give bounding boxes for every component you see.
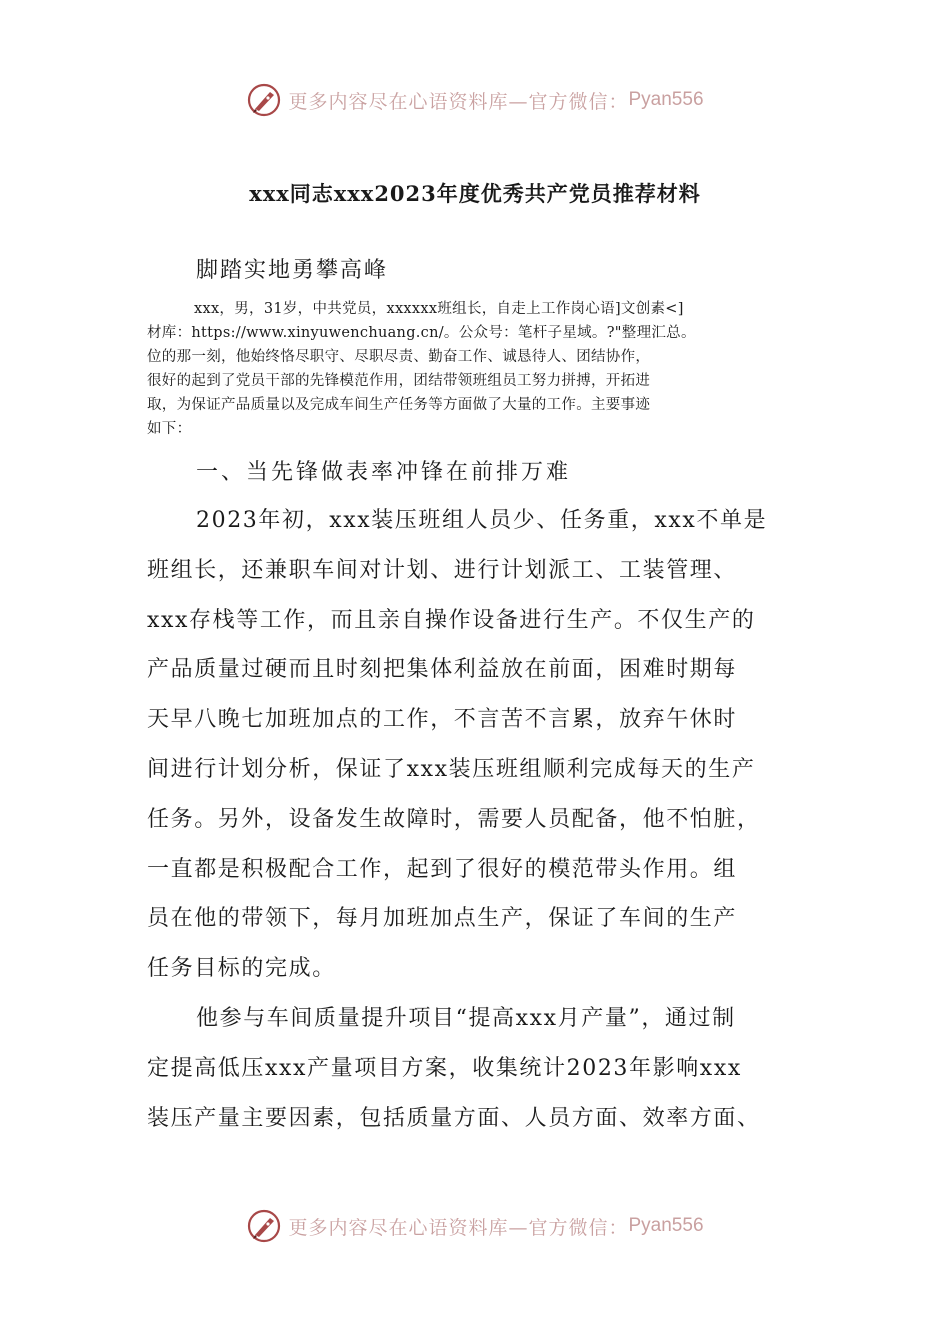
body-line: 2023年初，xxx装压班组人员少、任务重，xxx不单是 [196,508,768,533]
intro-line: 很好的起到了党员干部的先锋模范作用，团结带领班组员工努力拼搏，开拓进 [147,373,651,389]
intro-line: xxx，男，31岁，中共党员，xxxxxx班组长，自走上工作岗心语]文创素<] [194,301,684,317]
intro-line: 取，为保证产品质量以及完成车间生产任务等方面做了大量的工作。主要事迹 [147,397,651,413]
body-line: 定提高低压xxx产量项目方案，收集统计2023年影响xxx [147,1055,742,1081]
watermark-contact: Pyan556 [628,89,704,110]
watermark-text: 更多内容尽在心语资料库—官方微信： [288,90,629,113]
watermark-text: 更多内容尽在心语资料库—官方微信： [288,1216,629,1239]
body-line: 任务目标的完成。 [147,956,336,982]
section-heading: 一、当先锋做表率冲锋在前排万难 [196,460,572,485]
watermark-banner-bottom [0,1208,950,1244]
body-line: 装压产量主要因素，包括质量方面、人员方面、效率方面、 [147,1105,761,1131]
body-line: 任务。另外，设备发生故障时，需要人员配备，他不怕脏， [147,806,761,832]
body-line: 他参与车间质量提升项目“提高xxx月产量”，通过制 [196,1005,736,1031]
watermark-contact: Pyan556 [628,1215,704,1236]
body-line: 一直都是积极配合工作，起到了很好的模范带头作用。组 [147,856,738,882]
intro-paragraph [147,297,812,441]
pen-logo-icon [246,82,282,118]
body-line: 班组长，还兼职车间对计划、进行计划派工、工装管理、 [147,557,738,583]
intro-line: 位的那一刻，他始终恪尽职守、尽职尽责、勤奋工作、诚恳待人、团结协作， [147,349,651,365]
document-title: xxx同志xxx2023年度优秀共产党员推荐材料 [249,181,701,206]
body-text [147,496,812,1143]
intro-line: 如下： [147,421,192,437]
body-line: 天早八晚七加班加点的工作，不言苦不言累，放弃午休时 [147,707,738,733]
body-line: xxx存栈等工作，而且亲自操作设备进行生产。不仅生产的 [147,607,756,633]
intro-line: 材库：https://www.xinyuwenchuang.cn/。公众号：笔杆子星域。?"整理汇总。 [147,325,696,341]
document-subtitle: 脚踏实地勇攀高峰 [196,258,389,283]
body-line: 员在他的带领下，每月加班加点生产，保证了车间的生产 [147,906,738,932]
pen-logo-icon [246,1208,282,1244]
body-line: 间进行计划分析，保证了xxx装压班组顺利完成每天的生产 [147,756,756,782]
watermark-banner-top [0,82,950,118]
body-line: 产品质量过硬而且时刻把集体利益放在前面，困难时期每 [147,657,738,683]
